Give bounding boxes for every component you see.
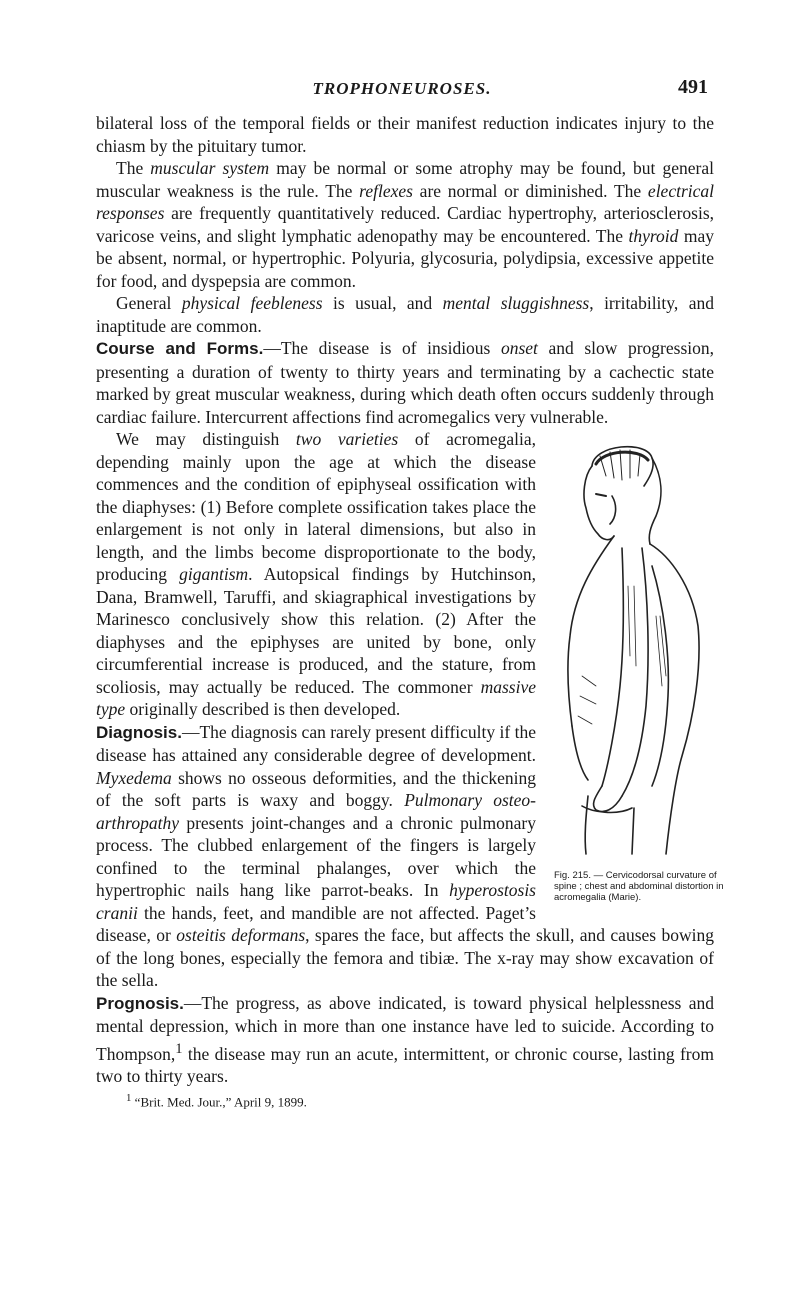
footnote-text: “Brit. Med. Jour.,” April 9, 1899. — [131, 1094, 307, 1110]
figure — [546, 436, 724, 903]
running-title: TROPHONEUROSES. — [312, 79, 492, 98]
footnote-marker: 1 — [126, 1092, 132, 1105]
paragraph: bilateral loss of the temporal fields or their manifest reduction indicates injury to the chiasm by the pituitary tumor. — [96, 113, 714, 156]
paragraph: The muscular system may be normal or some atrophy may be found, but general muscular weakness is the rule. The reflexes are normal or diminished. The electrical responses are frequently quantitatively reduced. Cardiac hypertrophy, arteriosclerosis, varicose veins, and slight lymphatic adenopathy may be encountered. The thyroid may be absent, normal, or hypertrophic. Polyuria, glycosuria, polydipsia, excessive appetite for food, and dyspepsia are common. — [96, 158, 714, 291]
emphasis: two varieties — [295, 429, 399, 449]
body-text — [96, 112, 724, 1112]
emphasis: physical feebleness — [181, 293, 323, 313]
paragraph: Course and Forms.—The disease is of insidious onset and slow progression, presenting a duration of twenty to thirty years and terminating by a cachectic state marked by great muscular weakness, during which death often occurs suddenly through cardiac failure. Intercurrent affections find acromegalics very vulnerable. — [96, 338, 715, 427]
emphasis: massive type — [96, 676, 536, 719]
section-heading: Diagnosis. — [96, 722, 182, 742]
paragraph: Prognosis.—The progress, as above indicated, is toward physical helplessness and mental depression, which in more than one instance have led to suicide. According to Thompson,$^1$ the disease may run an acute, intermittent, or chronic course, lasting from two to thirty years. — [96, 992, 714, 1086]
footnote-reference[interactable]: 1 — [175, 1040, 183, 1057]
emphasis: gigantism — [179, 564, 249, 584]
paragraph: Diagnosis.—The diagnosis can rarely present difficulty if the disease has attained any considerable degree of development. Myxedema shows no osseous deformities, and the thickening of the soft parts is waxy and boggy. Pulmonary osteo-arthropathy presents joint-changes and a chronic pulmonary process. The clubbed enlargement of the fingers is largely confined to the terminal phalanges, over which the hypertrophic nails hang like parrot-beaks. In hyperostosis cranii the hands, feet, and mandible are not affected. Paget’s disease, or osteitis deformans, spares the face, but affects the skull, and causes bowing of the long bones, especially the femora and tibiæ. The x-ray may show excavation of the sella. — [96, 721, 714, 990]
footnote — [96, 1089, 714, 1111]
figure-caption: Fig. 215. — Cervicodorsal curvature of spine ; chest and abdominal distortion in acromegalia (Marie). — [554, 870, 724, 903]
acromegalia-figure-illustration — [552, 436, 710, 864]
emphasis: Myxedema — [96, 767, 172, 788]
paragraph: We may distinguish two varieties of acromegalia, depending mainly upon the age at which the disease commences and the condition of epiphyseal ossification with the diaphyses: (1) Before complete ossification takes place the enlargement is not only in lateral dimensions, but also in length, and the limbs become disproportionate to the body, producing gigantism. Autopsical findings by Hutchinson, Dana, Bramwell, Taruffi, and skiagraphical investigations by Marinesco conclusively show this relation. (2) After the diaphyses and the epiphyses are united by bone, only circumferential increase is produced, and the stature, from scoliosis, may actually be reduced. The commoner massive type originally described is then developed. — [96, 429, 537, 719]
section-heading: Course and Forms. — [96, 339, 264, 358]
emphasis: reflexes — [359, 180, 413, 201]
page-number: 491 — [678, 76, 708, 98]
running-head — [96, 76, 708, 100]
emphasis: Pulmonary osteo-arthropathy — [96, 790, 536, 833]
emphasis: onset — [500, 338, 538, 358]
emphasis: thyroid — [628, 225, 679, 246]
paragraph: General physical feebleness is usual, and mental sluggishness, irritability, and inaptitude are common. — [96, 293, 714, 336]
emphasis: muscular system — [150, 158, 270, 178]
emphasis: osteitis deformans — [176, 925, 306, 945]
emphasis: electrical responses — [96, 180, 714, 223]
section-heading: Prognosis. — [96, 993, 184, 1013]
emphasis: mental sluggishness — [442, 293, 590, 313]
emphasis: hyperostosis cranii — [96, 880, 536, 923]
